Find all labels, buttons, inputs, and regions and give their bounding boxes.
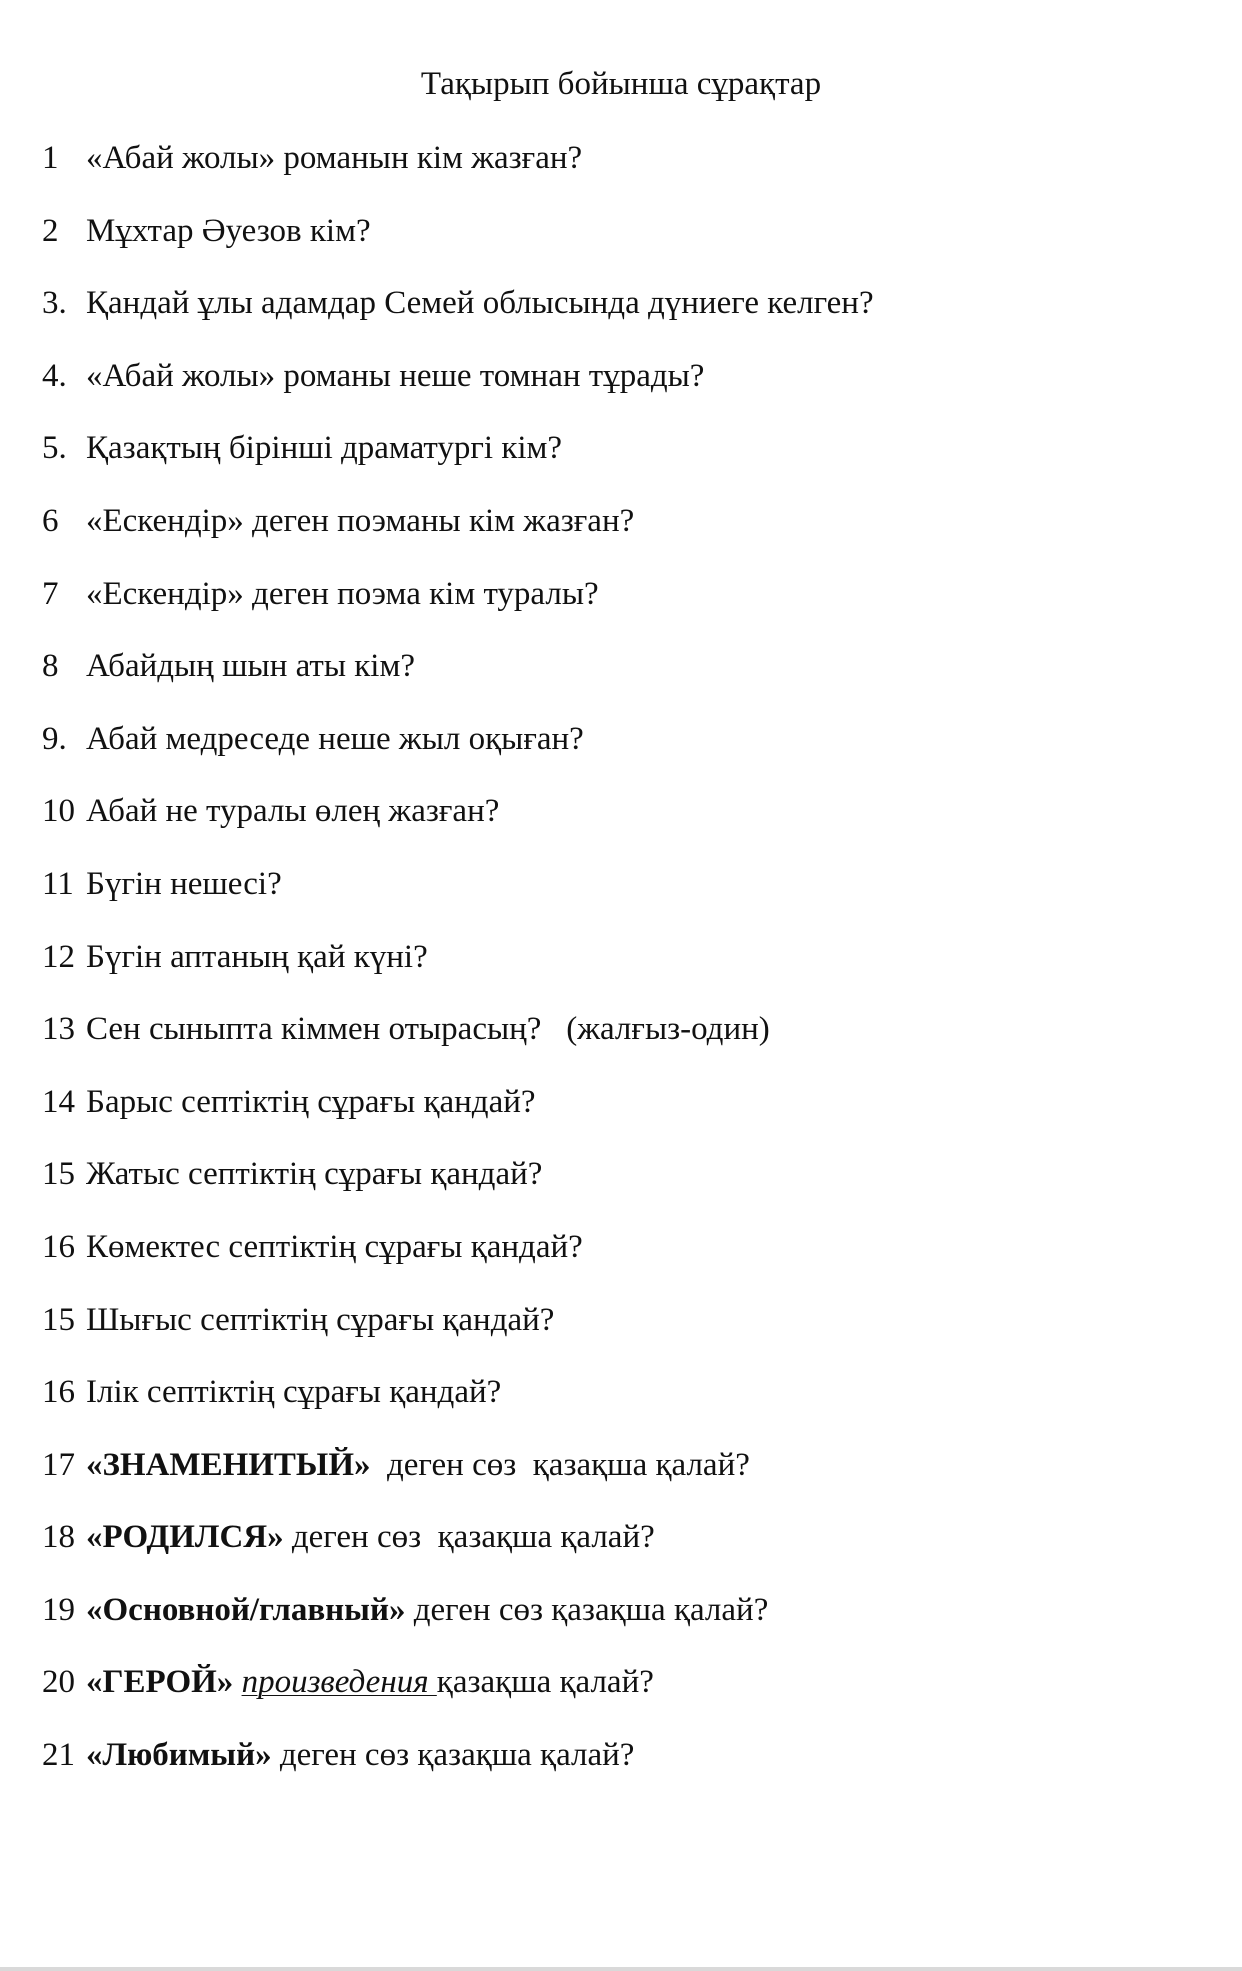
- page-title: Тақырып бойынша сұрақтар: [420, 66, 822, 102]
- question-number: 14: [42, 1083, 75, 1120]
- question-number: 13: [42, 1011, 75, 1048]
- question-italic-word: произведения: [241, 1664, 437, 1701]
- question-number: 8: [42, 648, 59, 685]
- question-item: [42, 791, 874, 864]
- question-number: 5.: [42, 430, 67, 467]
- question-text: Қандай ұлы адамдар Семей облысында дүниеге келген?: [86, 285, 874, 322]
- question-text: Ілік септіктің сұрағы қандай?: [86, 1374, 502, 1411]
- question-number: 19: [42, 1591, 75, 1628]
- question-item: [42, 428, 874, 501]
- question-text-rest: деген сөз қазақша қалай?: [271, 1737, 635, 1774]
- question-text-rest: деген сөз қазақша қалай?: [370, 1446, 750, 1483]
- question-item: [42, 719, 874, 792]
- page-bottom-edge: [0, 1967, 1242, 1971]
- question-text: Бүгін нешесі?: [86, 865, 282, 902]
- question-text: [86, 1662, 654, 1702]
- question-number: 2: [42, 212, 59, 249]
- question-item: [42, 1735, 874, 1808]
- question-number: 18: [42, 1519, 75, 1556]
- question-text: Абай не туралы өлең жазған?: [86, 793, 500, 830]
- question-item: [42, 138, 874, 211]
- question-keyword: «ГЕРОЙ»: [86, 1664, 234, 1701]
- question-number: 21: [42, 1737, 75, 1774]
- question-item: [42, 1372, 874, 1445]
- question-item: [42, 356, 874, 429]
- question-text: Шығыс септіктің сұрағы қандай?: [86, 1301, 555, 1338]
- question-number: 16: [42, 1374, 75, 1411]
- question-number: 12: [42, 938, 75, 975]
- question-number: 17: [42, 1446, 75, 1483]
- question-item: [42, 1154, 874, 1227]
- question-keyword: «Основной/главный»: [86, 1591, 406, 1628]
- question-text: Қазақтың бірінші драматургі кім?: [86, 430, 563, 467]
- question-text: Мұхтар Әуезов кім?: [86, 212, 371, 249]
- question-text: [86, 1590, 768, 1630]
- question-item: [42, 283, 874, 356]
- question-item: [42, 1445, 874, 1518]
- question-item: [42, 1662, 874, 1735]
- question-number: 11: [42, 865, 74, 902]
- question-number: 6: [42, 502, 59, 539]
- question-item: [42, 1300, 874, 1373]
- question-text-rest: қазақша қалай?: [436, 1664, 654, 1701]
- question-item: [42, 1227, 874, 1300]
- question-text: Жатыс септіктің сұрағы қандай?: [86, 1156, 543, 1193]
- question-keyword: «Любимый»: [86, 1737, 272, 1774]
- question-item: [42, 574, 874, 647]
- question-number: 20: [42, 1664, 75, 1701]
- question-text: Сен сыныпта кіммен отырасың? (жалғыз-один): [86, 1011, 770, 1048]
- question-item: [42, 937, 874, 1010]
- question-text: Абайдың шын аты кім?: [86, 648, 415, 685]
- question-item: [42, 1590, 874, 1663]
- question-item: [42, 1517, 874, 1590]
- question-text: Көмектес септіктің сұрағы қандай?: [86, 1228, 583, 1265]
- question-item: [42, 864, 874, 937]
- question-text: Бүгін аптаның қай күні?: [86, 938, 428, 975]
- question-text: [86, 1445, 750, 1485]
- question-number: 16: [42, 1228, 75, 1265]
- question-text: «Абай жолы» романы неше томнан тұрады?: [86, 357, 705, 394]
- question-number: 15: [42, 1156, 75, 1193]
- question-number: 15: [42, 1301, 75, 1338]
- question-item: [42, 1082, 874, 1155]
- question-text-rest: деген сөз қазақша қалай?: [283, 1519, 655, 1556]
- question-number: 1: [42, 140, 59, 176]
- question-text: «Ескендір» деген поэманы кім жазған?: [86, 502, 635, 539]
- question-text: «Ескендір» деген поэма кім туралы?: [86, 575, 599, 612]
- question-item: [42, 1009, 874, 1082]
- question-text-rest: деген сөз қазақша қалай?: [405, 1591, 769, 1628]
- question-item: [42, 211, 874, 284]
- question-number: 10: [42, 793, 75, 830]
- question-keyword: «ЗНАМЕНИТЫЙ»: [86, 1446, 371, 1483]
- question-number: 3.: [42, 285, 67, 322]
- question-text: Барыс септіктің сұрағы қандай?: [86, 1083, 536, 1120]
- question-text: [86, 1517, 655, 1557]
- question-number: 7: [42, 575, 59, 612]
- question-number: 4.: [42, 357, 67, 394]
- question-item: [42, 501, 874, 574]
- question-text: «Абай жолы» романын кім жазған?: [86, 140, 583, 176]
- question-list: [42, 138, 874, 1808]
- question-text: Абай медреседе неше жыл оқыған?: [86, 720, 584, 757]
- question-keyword: «РОДИЛСЯ»: [86, 1519, 284, 1556]
- question-number: 9.: [42, 720, 67, 757]
- question-text: [86, 1735, 634, 1775]
- question-item: [42, 646, 874, 719]
